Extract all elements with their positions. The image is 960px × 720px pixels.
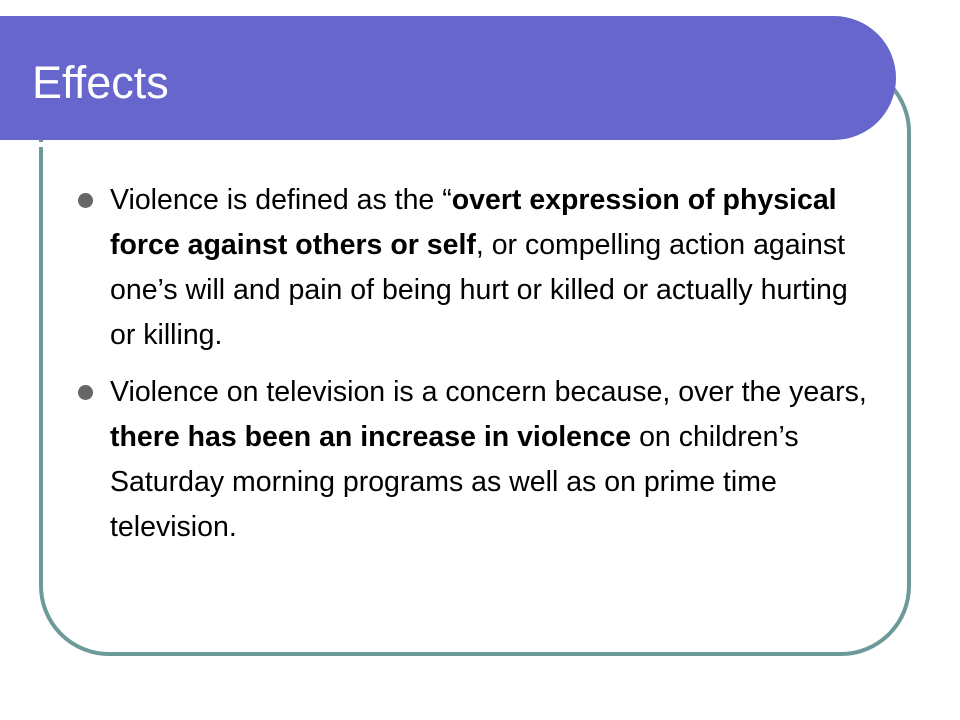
bullet-text-bold: there has been an increase in violence xyxy=(110,421,632,453)
bullet-item xyxy=(110,370,870,550)
bullet-item xyxy=(110,178,870,358)
bullet-dot-icon xyxy=(78,385,93,400)
title-bar xyxy=(0,16,896,140)
slide-title: Effects xyxy=(32,57,169,108)
bullet-text-regular: on children’s Saturday morning programs as well as on prime time television. xyxy=(110,421,799,543)
bullet-list xyxy=(110,178,870,562)
title-underline xyxy=(0,142,848,147)
bullet-dot-icon xyxy=(78,193,93,208)
bullet-text-regular: , or compelling action against one’s will and pain of being hurt or killed or actually hurting or killing. xyxy=(110,229,848,351)
bullet-text-regular: Violence on television is a concern because, over the years, xyxy=(110,376,867,408)
bullet-text-bold: overt expression of physical force against others or self xyxy=(110,184,837,261)
bullet-text-regular: Violence is defined as the “ xyxy=(110,184,452,216)
